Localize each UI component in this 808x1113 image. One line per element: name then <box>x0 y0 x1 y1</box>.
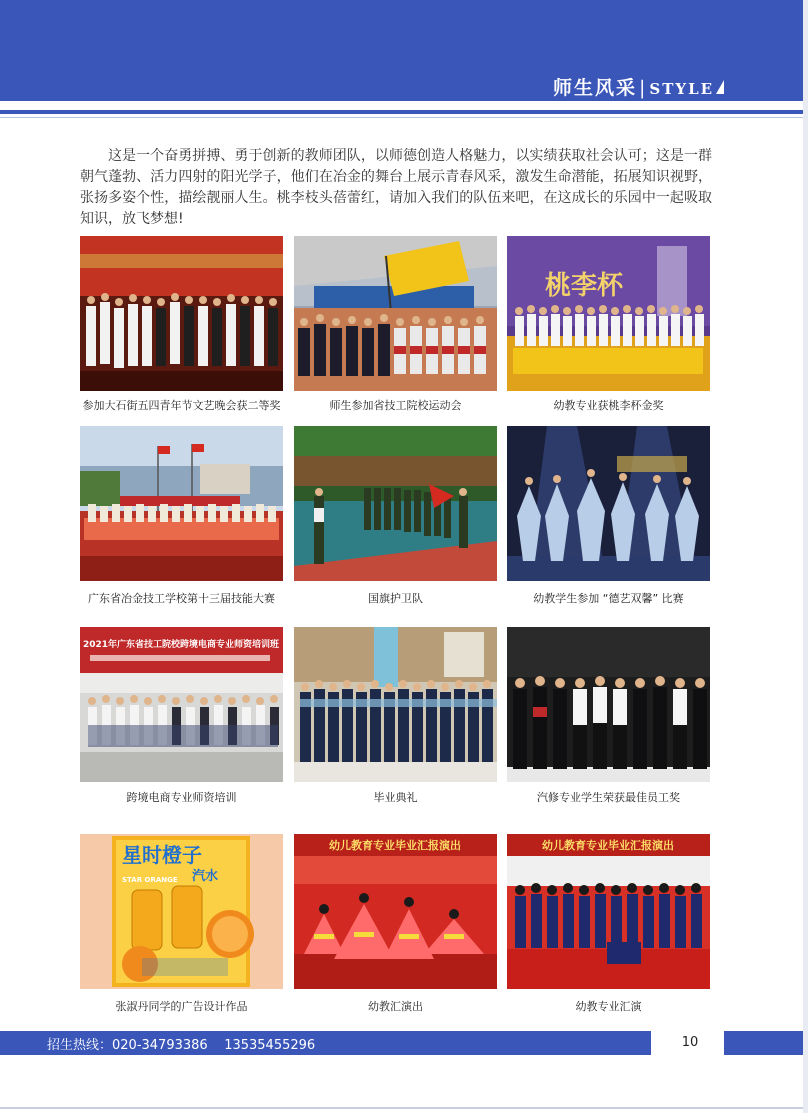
section-title-divider: | <box>639 77 648 99</box>
banner-text: 幼儿教育专业毕业汇报演出 <box>329 839 461 852</box>
photo-caption: 幼教专业获桃李杯金奖 <box>553 399 664 412</box>
photo-sports-meet <box>294 236 497 391</box>
enrollment-hotline: 招生热线：020-34793386 13535455296 <box>47 1038 316 1053</box>
title-corner-mark <box>716 80 724 94</box>
banner-text: 2021年广东省技工院校跨境电商专业师资培训班 <box>82 640 280 650</box>
footer-band-right <box>724 1031 803 1055</box>
photo-taoli-cup <box>507 236 710 391</box>
photo-caption: 广东省冶金技工学校第十三届技能大赛 <box>88 592 275 605</box>
page-edge <box>803 0 808 1113</box>
photo-caption: 幼教汇演出 <box>368 1000 423 1013</box>
bottom-rule <box>0 1107 803 1109</box>
section-title-cn: 师生风采 <box>553 77 638 99</box>
photo-graduation <box>294 627 497 782</box>
photo-caption: 国旗护卫队 <box>368 592 423 605</box>
section-title <box>553 73 714 100</box>
photo-teacher-training <box>80 627 283 782</box>
photo-caption: 幼教学生参加 “德艺双馨” 比赛 <box>533 592 684 605</box>
photo-dance-performance <box>507 426 710 581</box>
photo-best-employee <box>507 627 710 782</box>
photo-caption: 毕业典礼 <box>373 791 418 804</box>
photo-caption: 汽修专业学生荣获最佳员工奖 <box>537 791 680 804</box>
photo-caption: 跨境电商专业师资培训 <box>126 791 237 804</box>
page-number: 10 <box>681 1035 699 1050</box>
photo-caption: 幼教专业汇演 <box>575 1000 642 1013</box>
banner-text: 桃李杯 <box>545 271 624 301</box>
photo-skills-contest <box>80 426 283 581</box>
photo-red-dance <box>294 834 497 989</box>
photo-flag-guard <box>294 426 497 581</box>
photo-caption: 张淑丹同学的广告设计作品 <box>115 1000 248 1013</box>
section-title-en: STYLE <box>649 80 715 98</box>
intro-paragraph: 这是一个奋勇拼搏、勇于创新的教师团队，以师德创造人格魅力，以实绩获取社会认可；这是一群朝气蓬勃、活力四射的阳光学子，他们在冶金的舞台上展示青春风采，激发生命潜能，拓展知识视野，张扬多姿个性，描绘靓丽人生。桃李枝头蓓蕾红，请加入我们的队伍来吧，在这成长的乐园中一起吸取知识，放飞梦想! <box>80 148 712 227</box>
header-rule <box>0 110 803 114</box>
photo-stage-group <box>80 236 283 391</box>
poster-title: 星时橙子 <box>122 843 202 867</box>
poster-subtitle: 汽水 <box>192 869 219 884</box>
photo-caption: 师生参加省技工院校运动会 <box>329 399 462 412</box>
photo-red-stage <box>507 834 710 989</box>
banner-text: 幼儿教育专业毕业汇报演出 <box>542 839 674 852</box>
header-rule-thin <box>0 117 803 118</box>
poster-brand: STAR ORANGE <box>122 876 178 884</box>
photo-caption: 参加大石街五四青年节文艺晚会获二等奖 <box>82 399 281 412</box>
photo-ad-design <box>80 834 283 989</box>
